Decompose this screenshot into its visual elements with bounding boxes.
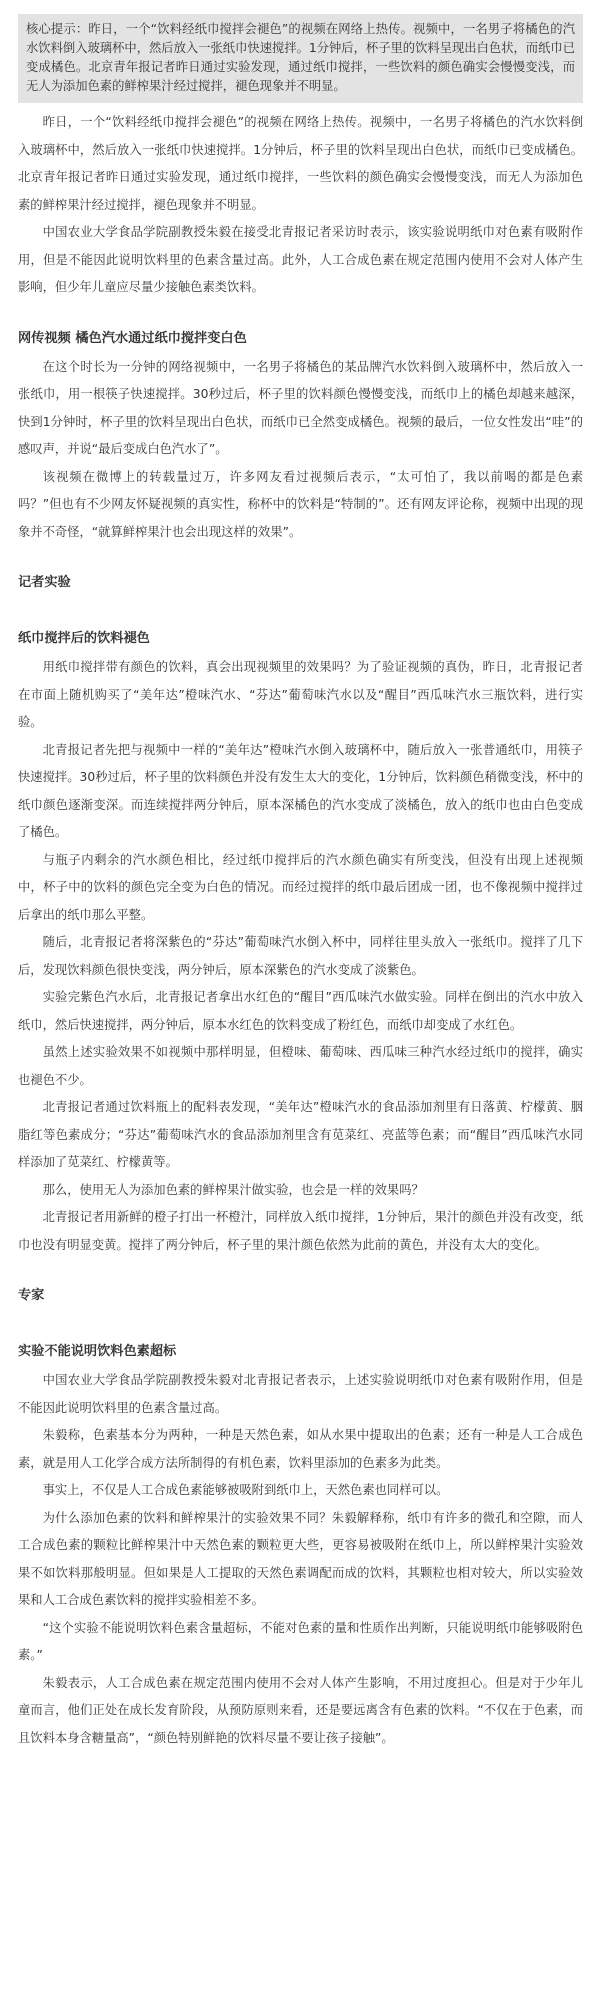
video-paragraph: 在这个时长为一分钟的网络视频中，一名男子将橘色的某品牌汽水饮料倒入玻璃杯中，然后放入一张纸巾，用一根筷子快速搅拌。30秒过后，杯子里的饮料颜色慢慢变浅，而纸巾上的橘色却越来越深，快到1分钟时，杯子里的饮料呈现出白色状，而纸巾已全然变成橘色。视频的最后，一位女性发出“哇”的感叹声，并说“最后变成白色汽水了”。	[18, 359, 583, 456]
experiment-section-title: 记者实验	[18, 575, 71, 590]
expert-section-title: 专家	[18, 1288, 45, 1303]
experiment-paragraph: 北青报记者先把与视频中一样的“美年达”橙味汽水倒入玻璃杯中，随后放入一张普通纸巾，用筷子快速搅拌。30秒过后，杯子里的饮料颜色并没有发生太大的变化，1分钟后，饮料颜色稍微变浅，杯中的纸巾颜色逐渐变深。而连续搅拌两分钟后，原本深橘色的汽水变成了淡橘色，放入的纸巾也由白色变成了橘色。	[18, 742, 583, 839]
video-section-heading: 网传视频 橘色汽水通过纸巾搅拌变白色	[18, 330, 247, 346]
expert-paragraph: 事实上，不仅是人工合成色素能够被吸附到纸巾上，天然色素也同样可以。	[42, 1483, 449, 1497]
video-paragraph: 该视频在微博上的转载量过万，许多网友看过视频后表示，“太可怕了，我以前喝的都是色素吗？”但也有不少网友怀疑视频的真实性，称杯中的饮料是“特制的”。还有网友评论称，视频中出现的现象并不奇怪，“就算鲜榨果汁也会出现这样的效果”。	[18, 469, 583, 539]
experiment-paragraph: 随后，北青报记者将深紫色的“芬达”葡萄味汽水倒入杯中，同样往里头放入一张纸巾。搅拌了几下后，发现饮料颜色很快变浅，两分钟后，原本深紫色的汽水变成了淡紫色。	[18, 935, 583, 977]
expert-paragraph: “这个实验不能说明饮料色素含量超标，不能对色素的量和性质作出判断，只能说明纸巾能够吸附色素。”	[18, 1620, 583, 1662]
experiment-paragraph: 与瓶子内剩余的汽水颜色相比，经过纸巾搅拌后的汽水颜色确实有所变浅，但没有出现上述视频中，杯子中的饮料的颜色完全变为白色的情况。而经过搅拌的纸巾最后团成一团，也不像视频中搅拌过后拿出的纸巾那么平整。	[18, 852, 583, 922]
expert-paragraph: 中国农业大学食品学院副教授朱毅对北青报记者表示，上述实验说明纸巾对色素有吸附作用，但是不能因此说明饮料里的色素含量过高。	[18, 1373, 583, 1415]
experiment-paragraph: 实验完紫色汽水后，北青报记者拿出水红色的“醒目”西瓜味汽水做实验。同样在倒出的汽水中放入纸巾，然后快速搅拌，两分钟后，原本水红色的饮料变成了粉红色，而纸巾却变成了水红色。	[18, 990, 583, 1032]
experiment-paragraph: 虽然上述实验效果不如视频中那样明显，但橙味、葡萄味、西瓜味三种汽水经过纸巾的搅拌，确实也褪色不少。	[18, 1045, 583, 1087]
expert-paragraph: 为什么添加色素的饮料和鲜榨果汁的实验效果不同？朱毅解释称，纸巾有许多的微孔和空隙，而人工合成色素的颗粒比鲜榨果汁中天然色素的颗粒更大些，更容易被吸附在纸巾上，所以鲜榨果汁实验效果不如饮料那般明显。但如果是人工提取的天然色素调配而成的饮料，其颗粒也相对较大，所以实验效果和人工合成色素饮料的搅拌实验相差不多。	[18, 1510, 583, 1607]
intro-paragraph: 中国农业大学食品学院副教授朱毅在接受北青报记者采访时表示，该实验说明纸巾对色素有吸附作用，但是不能因此说明饮料里的色素含量过高。此外，人工合成色素在规定范围内使用不会对人体产生影响，但少年儿童应尽量少接触色素类饮料。	[18, 225, 583, 294]
expert-subheading: 实验不能说明饮料色素超标	[18, 1344, 177, 1359]
experiment-paragraph: 北青报记者用新鲜的橙子打出一杯橙汁，同样放入纸巾搅拌，1分钟后，果汁的颜色并没有改变，纸巾也没有明显变黄。搅拌了两分钟后，杯子里的果汁颜色依然为此前的黄色，并没有太大的变化。	[18, 1210, 583, 1252]
summary-box	[18, 14, 583, 103]
experiment-paragraph: 北青报记者通过饮料瓶上的配料表发现，“美年达”橙味汽水的食品添加剂里有日落黄、柠檬黄、胭脂红等色素成分；“芬达”葡萄味汽水的食品添加剂里含有苋菜红、亮蓝等色素；而“醒目”西瓜味汽水同样添加了苋菜红、柠檬黄等。	[18, 1100, 583, 1169]
experiment-paragraph: 用纸巾搅拌带有颜色的饮料，真会出现视频里的效果吗？为了验证视频的真伪，昨日，北青报记者在市面上随机购买了“美年达”橙味汽水、“芬达”葡萄味汽水以及“醒目”西瓜味汽水三瓶饮料，进行实验。	[18, 660, 583, 729]
experiment-subheading: 纸巾搅拌后的饮料褪色	[18, 631, 150, 646]
summary-text: 昨日，一个“饮料经纸巾搅拌会褪色”的视频在网络上热传。视频中，一名男子将橘色的汽水饮料倒入玻璃杯中，然后放入一张纸巾快速搅拌。1分钟后，杯子里的饮料呈现出白色状，而纸巾已变成橘色。北京青年报记者昨日通过实验发现，通过纸巾搅拌，一些饮料的颜色确实会慢慢变浅，而无人为添加色素的鲜榨果汁经过搅拌，褪色现象并不明显。	[26, 22, 575, 93]
expert-paragraph: 朱毅称，色素基本分为两种，一种是天然色素，如从水果中提取出的色素；还有一种是人工合成色素，就是用人工化学合成方法所制得的有机色素，饮料里添加的色素多为此类。	[18, 1428, 583, 1470]
experiment-paragraph: 那么，使用无人为添加色素的鲜榨果汁做实验，也会是一样的效果吗？	[42, 1182, 424, 1197]
expert-paragraph: 朱毅表示，人工合成色素在规定范围内使用不会对人体产生影响，不用过度担心。但是对于少年儿童而言，他们正处在成长发育阶段，从预防原则来看，还是要远离含有色素的饮料。“不仅在于色素，而且饮料本身含糖量高”，“颜色特别鲜艳的饮料尽量不要让孩子接触”。	[18, 1675, 583, 1745]
intro-paragraph: 昨日，一个“饮料经纸巾搅拌会褪色”的视频在网络上热传。视频中，一名男子将橘色的汽水饮料倒入玻璃杯中，然后放入一张纸巾快速搅拌。1分钟后，杯子里的饮料呈现出白色状，而纸巾已变成橘色。北京青年报记者昨日通过实验发现，通过纸巾搅拌，一些饮料的颜色确实会慢慢变浅，而无人为添加色素的鲜榨果汁经过搅拌，褪色现象并不明显。	[18, 115, 583, 212]
summary-label: 核心提示：	[26, 22, 89, 36]
